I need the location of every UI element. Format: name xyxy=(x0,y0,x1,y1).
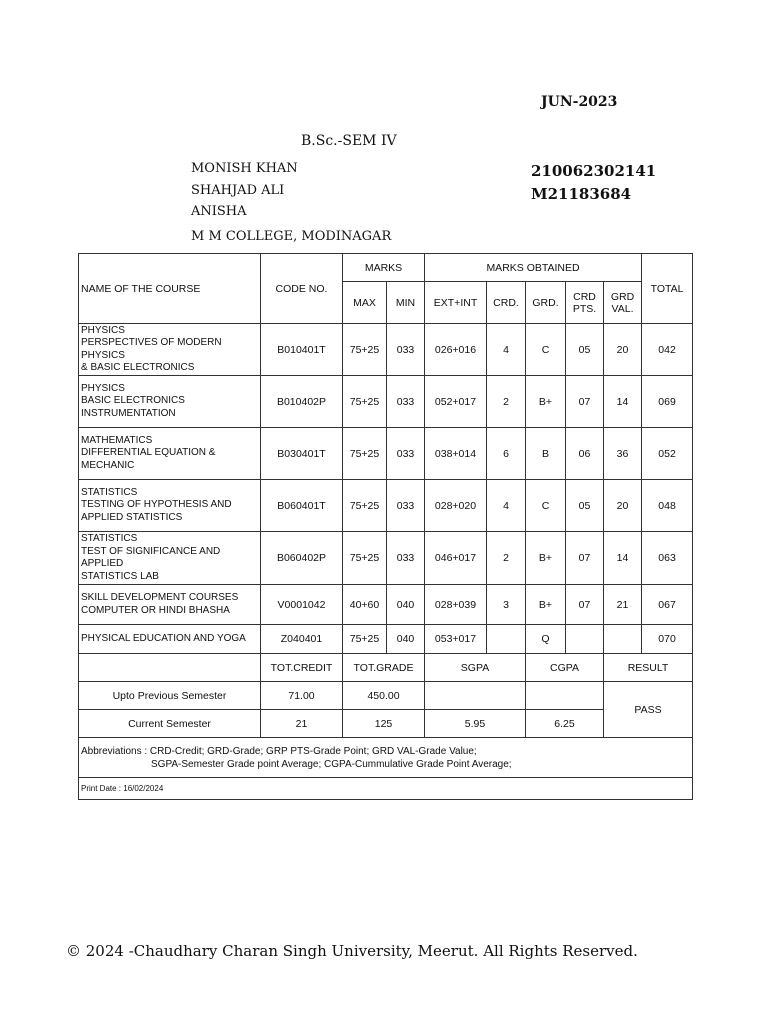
grade-value xyxy=(604,625,642,654)
course-name-line: APPLIED STATISTICS xyxy=(81,511,183,523)
current-credit: 21 xyxy=(261,710,343,738)
col-header-marks: MARKS xyxy=(343,254,425,282)
credit-points xyxy=(566,625,604,654)
total-marks: 042 xyxy=(642,324,693,376)
credit-points: 07 xyxy=(566,532,604,585)
summary-header-sgpa: SGPA xyxy=(425,654,526,682)
header-row-1 xyxy=(79,254,693,282)
col-header-crd-pts xyxy=(566,282,604,324)
enrolment-number: M21183684 xyxy=(531,185,632,203)
father-name: SHAHJAD ALI xyxy=(191,183,285,198)
summary-header-row xyxy=(79,654,693,682)
max-marks: 75+25 xyxy=(343,324,387,376)
previous-sgpa xyxy=(425,682,526,710)
previous-grade: 450.00 xyxy=(343,682,425,710)
ext-int-marks: 028+039 xyxy=(425,585,487,625)
current-semester-label: Current Semester xyxy=(79,710,261,738)
summary-current-row xyxy=(79,710,693,738)
course-name-line: PHYSICAL EDUCATION AND YOGA xyxy=(81,632,246,644)
course-code: B010401T xyxy=(261,324,343,376)
course-row xyxy=(79,625,693,654)
grade-value: 36 xyxy=(604,428,642,480)
summary-header-tot-credit: TOT.CREDIT xyxy=(261,654,343,682)
course-rows xyxy=(79,324,693,654)
credit-points: 07 xyxy=(566,585,604,625)
course-name-cell xyxy=(79,376,261,428)
previous-semester-label: Upto Previous Semester xyxy=(79,682,261,710)
ext-int-marks: 046+017 xyxy=(425,532,487,585)
course-row xyxy=(79,532,693,585)
credit: 4 xyxy=(487,324,526,376)
course-row xyxy=(79,585,693,625)
course-name-cell xyxy=(79,428,261,480)
course-code: B060401T xyxy=(261,480,343,532)
ext-int-marks: 053+017 xyxy=(425,625,487,654)
max-marks: 75+25 xyxy=(343,625,387,654)
grade: B+ xyxy=(526,532,566,585)
course-name-cell xyxy=(79,480,261,532)
grade-value: 20 xyxy=(604,324,642,376)
credit-points: 05 xyxy=(566,324,604,376)
abbreviations-line2: SGPA-Semester Grade point Average; CGPA-Cummulative Grade Point Average; xyxy=(151,758,512,770)
course-name-line: MATHEMATICS xyxy=(81,434,153,446)
grade: Q xyxy=(526,625,566,654)
credit: 2 xyxy=(487,376,526,428)
print-date-row xyxy=(79,778,693,800)
total-marks: 048 xyxy=(642,480,693,532)
total-marks: 069 xyxy=(642,376,693,428)
grade: B+ xyxy=(526,585,566,625)
grade-value: 21 xyxy=(604,585,642,625)
min-marks: 033 xyxy=(387,324,425,376)
grade: C xyxy=(526,480,566,532)
summary-header-result: RESULT xyxy=(604,654,693,682)
course-code: B030401T xyxy=(261,428,343,480)
max-marks: 75+25 xyxy=(343,480,387,532)
max-marks: 75+25 xyxy=(343,532,387,585)
total-marks: 070 xyxy=(642,625,693,654)
course-name-line: DIFFERENTIAL EQUATION & xyxy=(81,447,216,459)
col-header-code: CODE NO. xyxy=(261,254,343,324)
credit-points: 06 xyxy=(566,428,604,480)
course-row xyxy=(79,428,693,480)
ext-int-marks: 026+016 xyxy=(425,324,487,376)
ext-int-marks: 028+020 xyxy=(425,480,487,532)
summary-previous-row xyxy=(79,682,693,710)
crd-pts-line1: CRD xyxy=(573,290,596,303)
col-header-course: NAME OF THE COURSE xyxy=(79,254,261,324)
course-row xyxy=(79,376,693,428)
college-name: M M COLLEGE, MODINAGAR xyxy=(191,229,392,244)
course-row xyxy=(79,324,693,376)
course-name-line: MECHANIC xyxy=(81,459,135,471)
col-header-marks-obtained: MARKS OBTAINED xyxy=(425,254,642,282)
min-marks: 033 xyxy=(387,532,425,585)
course-name-line: TESTING OF HYPOTHESIS AND xyxy=(81,499,232,511)
total-marks: 052 xyxy=(642,428,693,480)
result-value: PASS xyxy=(604,682,693,738)
summary-header-cgpa: CGPA xyxy=(526,654,604,682)
course-row xyxy=(79,480,693,532)
course-name-cell xyxy=(79,585,261,625)
course-code: Z040401 xyxy=(261,625,343,654)
grade-value: 14 xyxy=(604,376,642,428)
abbreviations-line1: Abbreviations : CRD-Credit; GRD-Grade; GRP PTS-Grade Point; GRD VAL-Grade Value; xyxy=(81,745,477,757)
abbreviations xyxy=(79,738,693,778)
credit-points: 07 xyxy=(566,376,604,428)
course-name-line: SKILL DEVELOPMENT COURSES xyxy=(81,592,239,603)
min-marks: 033 xyxy=(387,428,425,480)
grd-val-line1: GRD xyxy=(610,290,635,303)
course-name-line: STATISTICS LAB xyxy=(81,570,159,582)
grade-value: 20 xyxy=(604,480,642,532)
course-name-line: TEST OF SIGNIFICANCE AND APPLIED xyxy=(81,545,221,569)
col-header-ext-int: EXT+INT xyxy=(425,282,487,324)
summary-header-tot-grade: TOT.GRADE xyxy=(343,654,425,682)
total-marks: 067 xyxy=(642,585,693,625)
col-header-total: TOTAL xyxy=(642,254,693,324)
current-grade: 125 xyxy=(343,710,425,738)
course-name-line: BASIC ELECTRONICS xyxy=(81,395,185,407)
previous-cgpa xyxy=(526,682,604,710)
course-name-line: PHYSICS xyxy=(81,324,125,336)
course-name-line: STATISTICS xyxy=(81,486,138,498)
col-header-min: MIN xyxy=(387,282,425,324)
course-name-line: PERSPECTIVES OF MODERN PHYSICS xyxy=(81,337,222,361)
ext-int-marks: 038+014 xyxy=(425,428,487,480)
crd-pts-line2: PTS. xyxy=(572,302,597,315)
abbreviations-row xyxy=(79,738,693,778)
course-title: B.Sc.-SEM IV xyxy=(301,133,397,149)
credit xyxy=(487,625,526,654)
previous-credit: 71.00 xyxy=(261,682,343,710)
col-header-grd-val xyxy=(604,282,642,324)
grade: C xyxy=(526,324,566,376)
course-code: B010402P xyxy=(261,376,343,428)
credit: 4 xyxy=(487,480,526,532)
col-header-grd: GRD. xyxy=(526,282,566,324)
summary-section xyxy=(79,654,693,800)
course-name-line: COMPUTER OR HINDI BHASHA xyxy=(81,604,230,616)
marks-table xyxy=(78,253,693,800)
course-name-cell xyxy=(79,532,261,585)
exam-month: JUN-2023 xyxy=(541,94,618,110)
grd-val-line2: VAL. xyxy=(611,302,634,315)
credit: 6 xyxy=(487,428,526,480)
credit: 2 xyxy=(487,532,526,585)
course-name-cell xyxy=(79,324,261,376)
col-header-max: MAX xyxy=(343,282,387,324)
ext-int-marks: 052+017 xyxy=(425,376,487,428)
course-name-line: PHYSICS xyxy=(81,382,125,394)
current-sgpa: 5.95 xyxy=(425,710,526,738)
min-marks: 033 xyxy=(387,480,425,532)
min-marks: 040 xyxy=(387,625,425,654)
max-marks: 75+25 xyxy=(343,376,387,428)
summary-blank xyxy=(79,654,261,682)
course-code: B060402P xyxy=(261,532,343,585)
copyright-notice: © 2024 -Chaudhary Charan Singh University, Meerut. All Rights Reserved. xyxy=(66,942,638,960)
course-code: V0001042 xyxy=(261,585,343,625)
max-marks: 75+25 xyxy=(343,428,387,480)
course-name-line: STATISTICS xyxy=(81,533,138,544)
student-name: MONISH KHAN xyxy=(191,161,298,176)
grade: B+ xyxy=(526,376,566,428)
grade: B xyxy=(526,428,566,480)
credit: 3 xyxy=(487,585,526,625)
course-name-line: INSTRUMENTATION xyxy=(81,407,176,419)
credit-points: 05 xyxy=(566,480,604,532)
col-header-crd: CRD. xyxy=(487,282,526,324)
max-marks: 40+60 xyxy=(343,585,387,625)
course-name-cell xyxy=(79,625,261,654)
mother-name: ANISHA xyxy=(191,204,247,219)
roll-number: 210062302141 xyxy=(531,162,657,180)
total-marks: 063 xyxy=(642,532,693,585)
print-date: Print Date : 16/02/2024 xyxy=(79,778,693,800)
course-name-line: & BASIC ELECTRONICS xyxy=(81,362,195,373)
grade-value: 14 xyxy=(604,532,642,585)
min-marks: 040 xyxy=(387,585,425,625)
min-marks: 033 xyxy=(387,376,425,428)
current-cgpa: 6.25 xyxy=(526,710,604,738)
